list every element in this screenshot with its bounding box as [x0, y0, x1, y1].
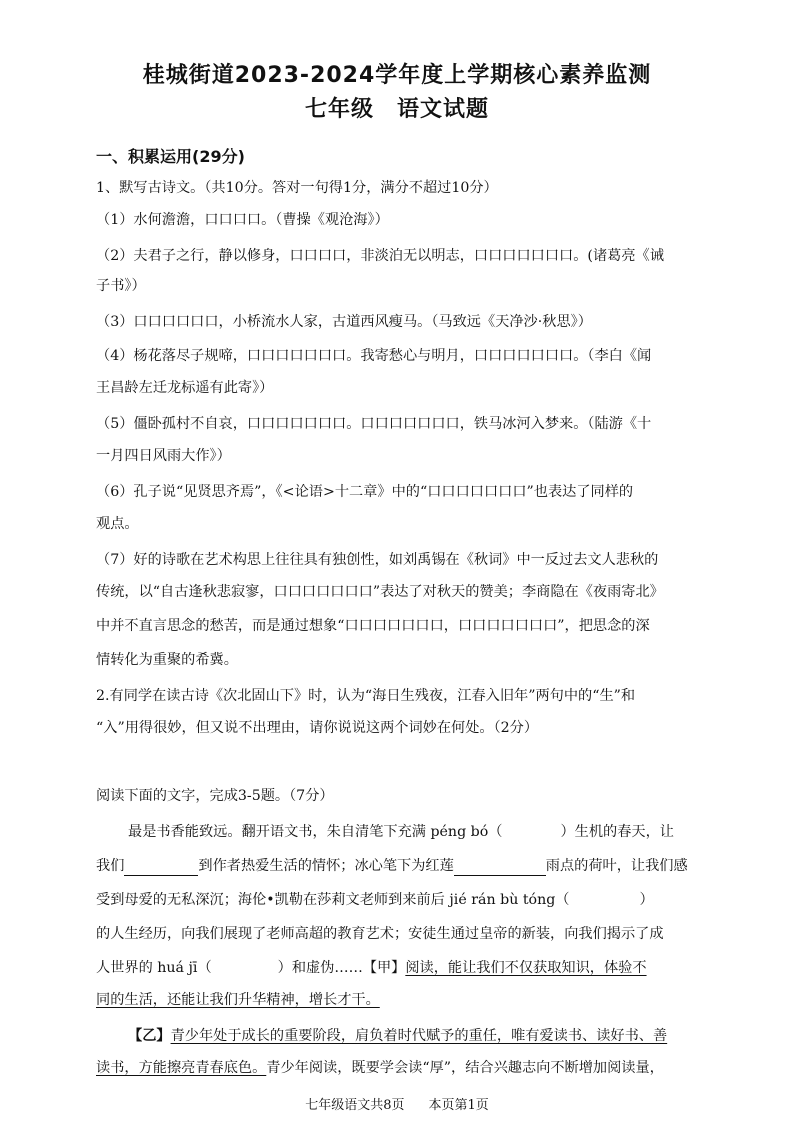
q1-item-4-cont: 王昌龄左迁龙标遥有此寄》）: [96, 380, 274, 396]
answer-blank-1[interactable]: [124, 861, 198, 876]
underlined-sentence-yi: 青少年处于成长的重要阶段，肩负着时代赋予的重任，唯有爱读书、读好书、善: [170, 1028, 668, 1044]
underlined-sentence-jia: 阅读，能让我们不仅获取知识，体验不: [405, 960, 647, 976]
passage-text: 人世界的 huá jī（: [96, 960, 212, 976]
q1-item-7-cont-2: 中并不直言思念的愁苦，而是通过想象“口口口口口口口，口口口口口口口”，把思念的深: [96, 618, 650, 634]
q2-line-2: “入”用得很妙，但又说不出理由，请你说说这两个词妙在何处。（2分）: [96, 720, 539, 736]
underlined-sentence-yi-cont: 读书，方能擦亮青春底色。: [96, 1060, 267, 1076]
reading-intro: 阅读下面的文字，完成3-5题。（7分）: [96, 788, 334, 804]
passage-line-4: 的人生经历，向我们展现了老师高超的教育艺术；安徒生通过皇帝的新装，向我们揭示了成: [96, 926, 664, 942]
q1-item-7-cont-1: 传统，以“自古逢秋悲寂寥，口口口口口口口”表达了对秋天的赞美；李商隐在《夜雨寄北》: [96, 584, 664, 600]
q1-item-7-cont-3: 情转化为重聚的希冀。: [96, 652, 238, 668]
q1-intro: 1、默写古诗文。（共10分。答对一句得1分，满分不超过10分）: [96, 180, 498, 196]
q2-line-1: 2.有同学在读古诗《次北固山下》时，认为“海日生残夜，江春入旧年”两句中的“生”和: [96, 688, 636, 704]
marker-yi: 【乙】: [128, 1028, 171, 1044]
passage-line-7: [128, 1026, 698, 1046]
q1-item-2-cont: 子书》）: [96, 278, 146, 294]
passage-text: 我们: [96, 858, 125, 874]
answer-blank-2[interactable]: [454, 861, 546, 876]
passage-line-5: [96, 958, 698, 978]
passage-text: 受到母爱的无私深沉；海伦•凯勒在莎莉文老师到来前后 jié rán bù tóng（: [96, 892, 570, 908]
q1-item-5-cont: 一月四日风雨大作》）: [96, 448, 231, 464]
section-heading: 一、积累运用(29分): [96, 147, 245, 166]
passage-text: ）生机的春天，让: [560, 824, 674, 840]
q1-item-5: （5）僵卧孤村不自哀，口口口口口口口。口口口口口口口，铁马冰河入梦来。（陆游《十: [96, 416, 652, 432]
q1-item-1: （1）水何澹澹，口口口口。（曹操《观沧海》）: [96, 212, 389, 228]
passage-line-2: [96, 856, 698, 876]
q1-item-6: （6）孔子说“见贤思齐焉”，《<论语>十二章》中的“口口口口口口口”也表达了同样的: [96, 484, 634, 500]
q1-item-4: （4）杨花落尽子规啼，口口口口口口口。我寄愁心与明月，口口口口口口口。（李白《闻: [96, 348, 652, 364]
q1-item-6-cont: 观点。: [96, 516, 139, 532]
exam-subtitle: 七年级 语文试题: [304, 97, 489, 122]
passage-text: ）: [639, 892, 654, 908]
q1-item-2: （2）夫君子之行，静以修身，口口口口，非淡泊无以明志，口口口口口口口。(诸葛亮《诫: [96, 248, 664, 264]
passage-text: 到作者热爱生活的情怀；冰心笔下为红莲: [198, 858, 454, 874]
total-pages: 七年级语文共8页: [305, 1098, 405, 1113]
passage-text: 最是书香能致远。翻开语文书，朱自清笔下充满 péng bó（: [128, 824, 503, 840]
page-footer: [0, 1094, 794, 1113]
q1-item-7: （7）好的诗歌在艺术构思上往往具有独创性，如刘禹锡在《秋词》中一反过去文人悲秋的: [96, 552, 659, 568]
passage-text: ）和虚伪……【甲】: [277, 960, 406, 976]
passage-line-1: [128, 822, 698, 842]
passage-line-8: [96, 1058, 698, 1078]
current-page: 本页第1页: [428, 1098, 489, 1113]
passage-line-6: [96, 990, 698, 1010]
exam-title: 桂城街道2023-2024学年度上学期核心素养监测: [142, 63, 652, 88]
passage-text: 雨点的荷叶，让我们感: [545, 858, 688, 874]
underlined-sentence-jia-cont: 同的生活，还能让我们升华精神，增长才干。: [96, 992, 380, 1008]
passage-line-3: [96, 890, 698, 910]
q1-item-3: （3）口口口口口口，小桥流水人家，古道西风瘦马。（马致远《天净沙·秋思》）: [96, 314, 592, 330]
passage-text: 青少年阅读，既要学会读“厚”，结合兴趣志向不断增加阅读量，: [266, 1060, 664, 1076]
